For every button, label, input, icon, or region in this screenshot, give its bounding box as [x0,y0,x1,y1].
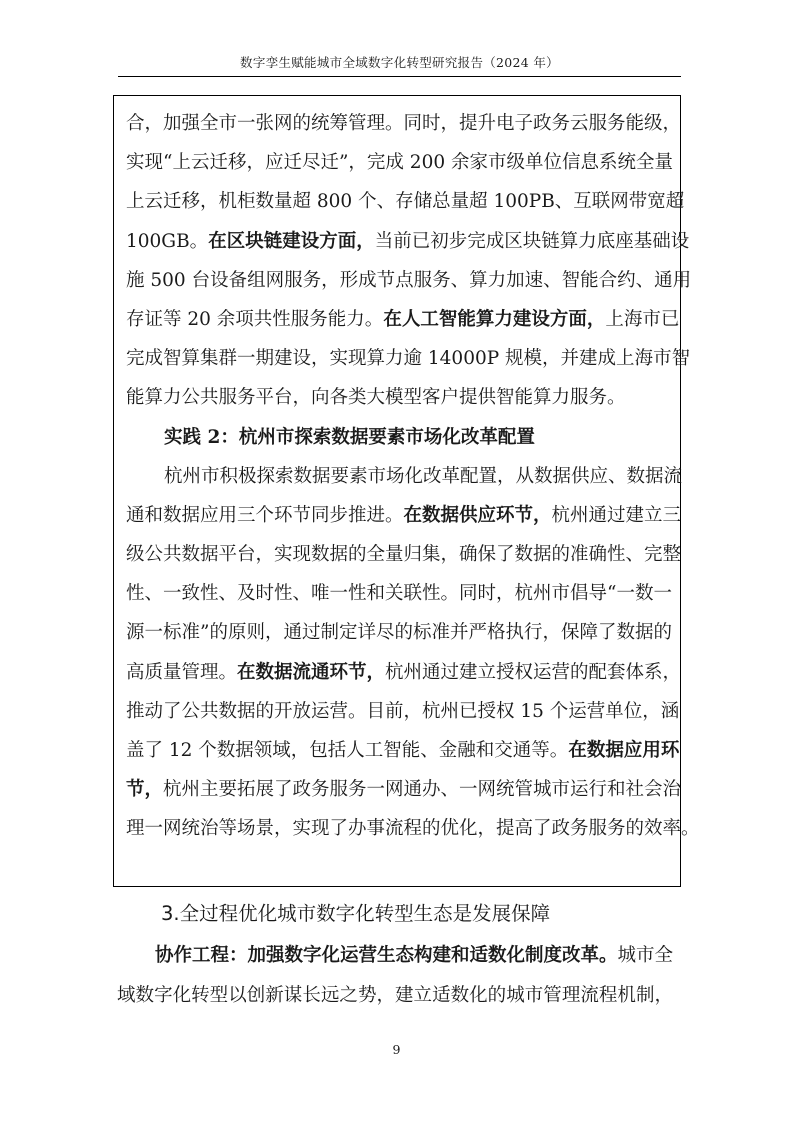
main-body [117,894,673,1016]
box-line: 完成智算集群一期建设，实现算力逾 14000P 规模，并建成上海市智 [126,348,691,370]
box-line: 性、一致性、及时性、唯一性和关联性。同时，杭州市倡导“一数一 [126,583,672,605]
box-line: 高质量管理。在数据流通环节，杭州通过建立授权运营的配套体系， [126,661,682,683]
box-line: 通和数据应用三个环节同步推进。在数据供应环节，杭州通过建立三 [126,504,682,526]
box-line: 上云迁移，机柜数量超 800 个、存储总量超 100PB、互联网带宽超 [126,191,685,213]
bold-phrase: 协作工程：加强数字化运营生态构建和适数化制度改革。 [155,945,618,966]
box-line: 推动了公共数据的开放运营。目前，杭州已授权 15 个运营单位，涵 [126,700,680,722]
box-line: 节，杭州主要拓展了政务服务一网通办、一网统管城市运行和社会治 [126,779,682,801]
bold-phrase: 在人工智能算力建设方面， [383,308,606,330]
box-line: 理一网统治等场景，实现了办事流程的优化，提高了政务服务的效率。 [126,818,700,840]
box-line: 100GB。在区块链建设方面，当前已初步完成区块链算力底座基础设 [126,230,690,252]
box-line: 杭州市积极探索数据要素市场化改革配置，从数据供应、数据流 [164,465,683,487]
body-line: 域数字化转型以创新谋长远之势，建立适数化的城市管理流程机制， [117,985,673,1006]
bold-phrase: 在数据流通环节， [237,661,386,683]
box-line: 施 500 台设备组网服务，形成节点服务、算力加速、智能合约、通用 [126,269,692,291]
box-line: 源一标准”的原则，通过制定详尽的标准并严格执行，保障了数据的 [126,622,672,644]
box-line: 盖了 12 个数据领域，包括人工智能、金融和交通等。在数据应用环 [126,740,680,761]
section-heading: 3.全过程优化城市数字化转型生态是发展保障 [161,902,551,925]
box-line: 存证等 20 余项共性服务能力。在人工智能算力建设方面，上海市已 [126,308,680,330]
page-number: 9 [392,1042,401,1057]
case-box [113,95,700,887]
running-header: 数字孪生赋能城市全域数字化转型研究报告（2024 年） [118,54,681,77]
case-heading: 实践 2：杭州市探索数据要素市场化改革配置 [164,426,535,448]
box-line: 能算力公共服务平台，向各类大模型客户提供智能算力服务。 [126,387,626,409]
bold-phrase: 在数据应用环 [568,740,680,761]
bold-phrase: 在数据供应环节， [403,504,552,526]
bold-phrase: 在区块链建设方面， [208,230,375,252]
box-line: 实现“上云迁移，应迁尽迁”，完成 200 余家市级单位信息系统全量 [126,152,673,174]
box-line: 合，加强全市一张网的统筹管理。同时，提升电子政务云服务能级， [126,113,682,134]
bold-phrase: 节， [126,779,164,801]
box-line: 级公共数据平台，实现数据的全量归集，确保了数据的准确性、完整 [126,544,682,566]
body-line: 协作工程：加强数字化运营生态构建和适数化制度改革。城市全 [155,945,674,966]
